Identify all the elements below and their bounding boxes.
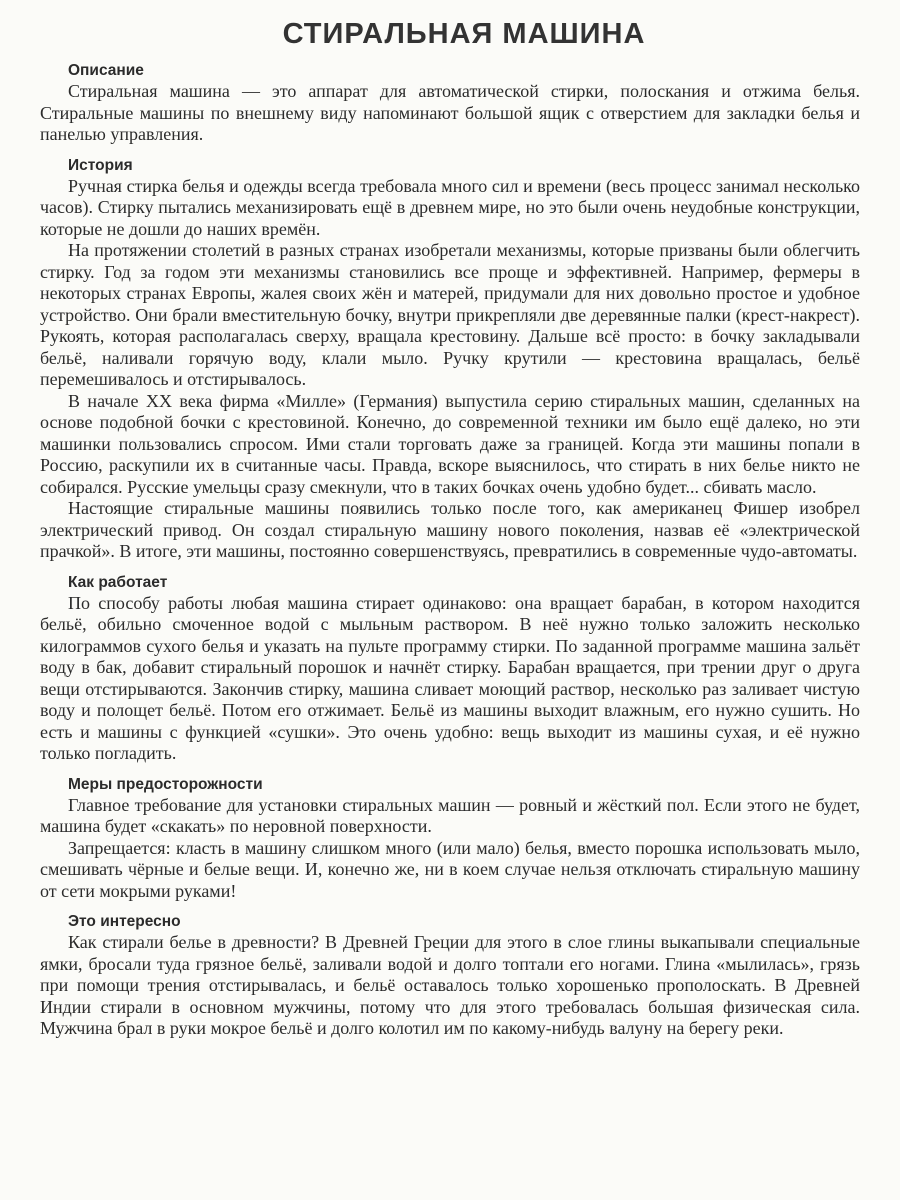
section-heading: Как работает bbox=[68, 573, 168, 591]
paragraph: Ручная стирка белья и одежды всегда требовала много сил и времени (весь процесс занимал несколько часов). Стирку пытались механизировать ещё в древнем мире, но это были очень неудобные конструкции, которые не дошли до наших времён. bbox=[40, 175, 860, 239]
section-description bbox=[40, 61, 860, 146]
paragraph: Запрещается: класть в машину слишком много (или мало) белья, вместо порошка использовать мыло, смешивать чёрные и белые вещи. И, конечно же, ни в коем случае нельзя отключать стиральную машину от сети мокрыми руками! bbox=[40, 837, 860, 901]
paragraph: На протяжении столетий в разных странах изобретали механизмы, которые призваны были облегчить стирку. Год за годом эти механизмы становились все проще и эффективней. Например, фермеры в некоторых странах Европы, жалея своих жён и матерей, придумали для них довольно простое и удобное устройство. Они брали вместительную бочку, внутри прикрепляли две деревянные палки (крест-накрест). Рукоять, которая располагалась сверху, вращала крестовину. Дальше всё просто: в бочку закладывали бельё, наливали горячую воду, клали мыло. Ручку крутили — крестовина вращалась, бельё перемешивалось и отстирывалось. bbox=[40, 240, 860, 389]
paragraph: В начале XX века фирма «Милле» (Германия) выпустила серию стиральных машин, сделанных на основе подобной бочки с крестовиной. Конечно, до современной техники им было ещё далеко, но эти машинки пользовались спросом. Ими стали торговать даже за границей. Когда эти машины попали в Россию, раскупили их в считанные часы. Правда, вскоре выяснилось, что стирать в них белье никто не собирался. Русские умельцы сразу смекнули, что в таких бочках очень удобно будет... сбивать масло. bbox=[40, 390, 860, 497]
paragraph: По способу работы любая машина стирает одинаково: она вращает барабан, в котором находится бельё, обильно смоченное водой с мыльным раствором. В неё нужно только заложить несколько килограммов сухого белья и указать на пульте программу стирки. По заданной программе машина зальёт воду в бак, добавит стиральный порошок и начнёт стирку. Барабан вращается, при трении друг о друга вещи отстирываются. Закончив стирку, машина сливает моющий раствор, несколько раз заливает чистую воду и полощет бельё. Потом его отжимает. Бельё из машины выходит влажным, его нужно сушить. Но есть и машины с функцией «сушки». Это очень удобно: вещь выходит из машины сухая, и её нужно только погладить. bbox=[40, 592, 860, 763]
section-interesting bbox=[40, 912, 860, 1040]
paragraph: Как стирали белье в древности? В Древней Греции для этого в слое глины выкапывали специальные ямки, бросали туда грязное бельё, заливали водой и долго топтали его ногами. Глина «мылилась», грязь при помощи трения отстирывалась, и бельё оставалось только хорошенько прополоскать. В Древней Индии стирали в основном мужчины, потому что для этого требовалась большая физическая сила. Мужчина брал в руки мокрое бельё и долго колотил им по какому-нибудь валуну на берегу реки. bbox=[40, 932, 860, 1038]
section-heading: История bbox=[68, 156, 133, 174]
section-heading: Меры предосторожности bbox=[68, 775, 263, 793]
paragraph: Главное требование для установки стиральных машин — ровный и жёсткий пол. Если этого не будет, машина будет «скакать» по неровной поверхности. bbox=[40, 794, 860, 836]
section-heading: Это интересно bbox=[68, 913, 181, 930]
paragraph: Настоящие стиральные машины появились только после того, как американец Фишер изобрел электрический привод. Он создал стиральную машину нового поколения, назвав её «электрической прачкой». В итоге, эти машины, постоянно совершенствуясь, превратились в современные чудо-автоматы. bbox=[40, 498, 860, 561]
section-how-it-works bbox=[40, 573, 860, 765]
section-heading: Описание bbox=[68, 62, 144, 79]
paragraph: Стиральная машина — это аппарат для автоматической стирки, полоскания и отжима белья. Стиральные машины по внешнему виду напоминают большой ящик с отверстием для закладки белья и панелью управления. bbox=[40, 81, 860, 144]
section-history bbox=[40, 156, 860, 563]
page-title: СТИРАЛЬНАЯ МАШИНА bbox=[282, 18, 646, 50]
section-precautions bbox=[40, 775, 860, 903]
